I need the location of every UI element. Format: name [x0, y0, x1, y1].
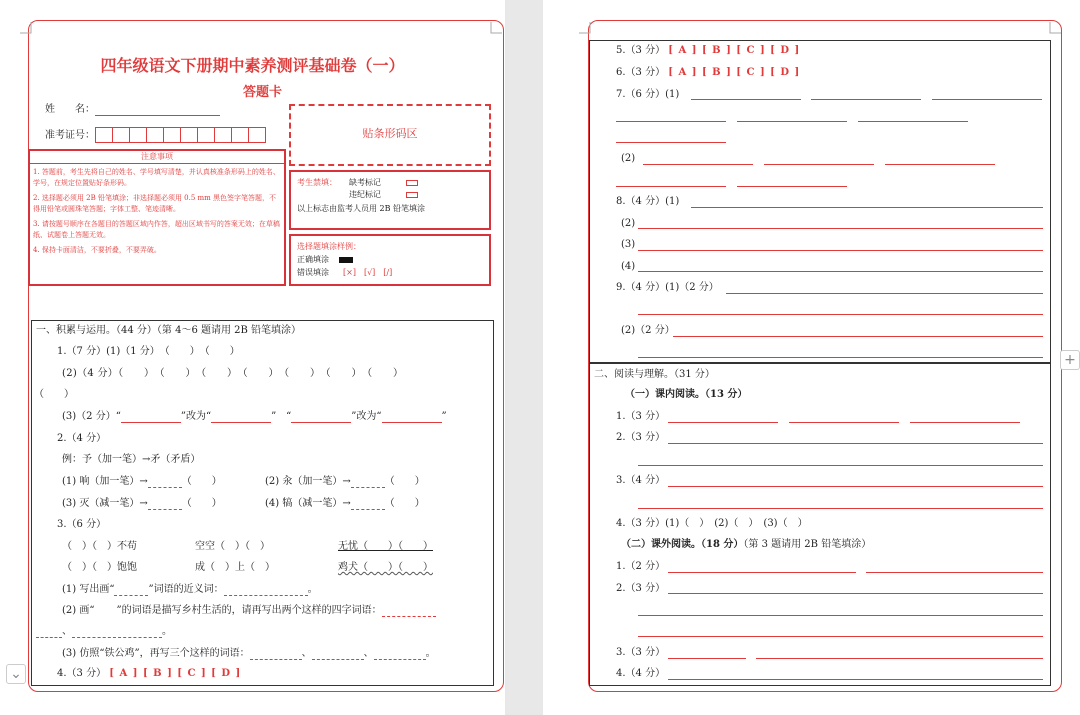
- sheet-title: 四年级语文下册期中素养测评基础卷（一）: [100, 56, 405, 75]
- q7: 7.（6 分）(1): [616, 89, 680, 100]
- e4: 4.（4 分）: [616, 668, 666, 679]
- notice-item: 3. 请按题号顺序在各题目的答题区域内作答，超出区域书写的答案无效；在草稿纸、试题卷上答题无效。: [33, 220, 280, 239]
- notice-item: 1. 答题前，考生先将自己的姓名、学号填写清楚，并认真核准条形码上的姓名、学号，在规定位置贴好条形码。: [33, 168, 280, 187]
- e1: 1.（2 分）: [616, 561, 666, 572]
- notice-item: 2. 选择题必须用 2B 铅笔填涂；非选择题必须用 0.5 mm 黑色签字笔答题，不得用铅笔或圆珠笔答题；字体工整、笔迹清晰。: [33, 194, 277, 213]
- q8-part4: (4): [621, 261, 636, 272]
- correct-label: 正确填涂: [297, 255, 329, 264]
- violation-mark-box[interactable]: [406, 192, 418, 198]
- answer-sheet-page-right: [543, 0, 1080, 715]
- q2-item4: (4) 犒（减一笔）→ （ ）: [265, 498, 425, 509]
- e2: 2.（3 分）: [616, 583, 666, 594]
- crop-mark: [20, 22, 32, 34]
- q9-part2: (2)（2 分）: [621, 325, 675, 336]
- wrong-marks: [×] [√] [/]: [343, 268, 393, 277]
- q5-choices[interactable]: [ A ] [ B ] [ C ] [ D ]: [668, 45, 801, 56]
- q8-part3: (3): [621, 239, 636, 250]
- q2: 2.（4 分）: [57, 433, 107, 444]
- sub2-title: （二）课外阅读。（18 分）: [621, 539, 744, 550]
- correct-fill-sample: [339, 257, 353, 263]
- chevron-down-icon[interactable]: ⌄: [6, 664, 26, 684]
- sub1-title: （一）课内阅读。（13 分）: [625, 389, 748, 400]
- status-note: 以上标志由监考人员用 2B 铅笔填涂: [297, 204, 426, 213]
- crop-mark: [1049, 22, 1061, 34]
- sub2-heading: [621, 539, 871, 551]
- status-label: 考生禁填：: [297, 178, 337, 187]
- ticket-number-boxes[interactable]: [95, 127, 265, 147]
- section1-title: 一、积累与运用。（44 分）（第 4～6 题请用 2B 铅笔填涂）: [36, 325, 302, 336]
- q1-part2-last: （ ）: [34, 389, 74, 400]
- q3-idiom: 成（ ）上（ ）: [195, 562, 275, 573]
- crop-mark: [579, 22, 591, 34]
- q3-idiom: （ ）（ ）不苟: [62, 541, 137, 552]
- q3-part1: (1) 写出画“ ”词语的近义词： 。: [62, 584, 318, 595]
- q1: 1.（7 分）(1)（1 分） （ ） （ ）: [57, 346, 240, 357]
- q3-part2: (2) 画“ ”的词语是描写乡村生活的，请再写出两个这样的四字词语：: [62, 605, 436, 617]
- q3-idiom-underlined: 无忧（ ）（ ）: [338, 541, 433, 552]
- q3-idiom: （ ）（ ）饱饱: [62, 562, 137, 573]
- e3: 3.（3 分）: [616, 647, 666, 658]
- q2-item1: (1) 响（加一笔）→ （ ）: [62, 476, 222, 487]
- q6: 6.（3 分） [ A ] [ B ] [ C ] [ D ]: [616, 67, 801, 78]
- sample-box: [289, 234, 491, 286]
- q4: 4.（3 分） [ A ] [ B ] [ C ] [ D ]: [57, 668, 242, 679]
- ticket-label: 准考证号：: [45, 130, 95, 141]
- q3-part3: (3) 仿照“铁公鸡”，再写三个这样的词语： 、 、 。: [62, 648, 436, 659]
- q1-part2: (2)（4 分）（ ） （ ） （ ） （ ） （ ） （ ） （ ）: [62, 368, 404, 379]
- plus-icon[interactable]: +: [1060, 350, 1080, 370]
- sub2-note: （第 3 题请用 2B 铅笔填涂）: [743, 539, 872, 550]
- section2-title: 二、阅读与理解。（31 分）: [594, 369, 715, 380]
- r1: 1.（3 分）: [616, 411, 666, 422]
- q1-3-blank[interactable]: [291, 422, 351, 423]
- barcode-label: 贴条形码区: [362, 127, 418, 140]
- notice-box: [28, 149, 286, 286]
- absent-mark-box[interactable]: [406, 180, 418, 186]
- answer-sheet-page-left: [0, 0, 505, 715]
- violation-label: 违纪标记: [349, 190, 381, 199]
- status-box: [289, 170, 491, 230]
- q9: 9.（4 分）(1)（2 分）: [616, 282, 719, 293]
- crop-mark: [490, 22, 502, 34]
- name-label: 姓 名：: [45, 104, 95, 115]
- sample-title: 选择题填涂样例：: [297, 242, 361, 251]
- q1-part3: (3)（2 分）“ ”改为“ ” “ ”改为“ ”: [62, 411, 447, 422]
- q8: 8.（4 分）(1): [616, 196, 680, 207]
- q2-example: 例：予（加一笔）→矛（矛盾）: [62, 454, 201, 465]
- r2: 2.（3 分）: [616, 432, 666, 443]
- q8-part2: (2): [621, 218, 636, 229]
- q6-choices[interactable]: [ A ] [ B ] [ C ] [ D ]: [668, 67, 801, 78]
- q2-item2: (2) 汆（加一笔）→ （ ）: [265, 476, 425, 487]
- absent-label: 缺考标记: [349, 178, 381, 187]
- sheet-subtitle: 答题卡: [242, 85, 282, 100]
- q5: 5.（3 分） [ A ] [ B ] [ C ] [ D ]: [616, 45, 801, 56]
- q3: 3.（6 分）: [57, 519, 107, 530]
- q3-part2-cont: 、 。: [36, 626, 172, 638]
- q2-item3: (3) 灭（减一笔）→ （ ）: [62, 498, 222, 509]
- notice-title: 注意事项: [141, 152, 173, 161]
- r4: 4.（3 分）(1)（ ） (2)（ ） (3)（ ）: [616, 518, 808, 529]
- r3: 3.（4 分）: [616, 475, 666, 486]
- notice-list: [33, 167, 283, 256]
- barcode-area: [289, 104, 491, 166]
- name-field[interactable]: [95, 115, 220, 116]
- wrong-label: 错误填涂: [297, 268, 329, 277]
- q3-idiom: 空空（ ）（ ）: [195, 541, 270, 552]
- q7-part2: (2): [621, 153, 636, 164]
- q1-3-blank[interactable]: [382, 422, 442, 423]
- notice-item: 4. 保持卡面清洁，不要折叠，不要弄破。: [33, 246, 161, 254]
- q3-idiom-wavy: 鸡犬（ ）（ ）: [338, 562, 433, 573]
- q1-3-blank[interactable]: [211, 422, 271, 423]
- q1-3-blank[interactable]: [121, 422, 181, 423]
- q4-choices[interactable]: [ A ] [ B ] [ C ] [ D ]: [109, 668, 242, 679]
